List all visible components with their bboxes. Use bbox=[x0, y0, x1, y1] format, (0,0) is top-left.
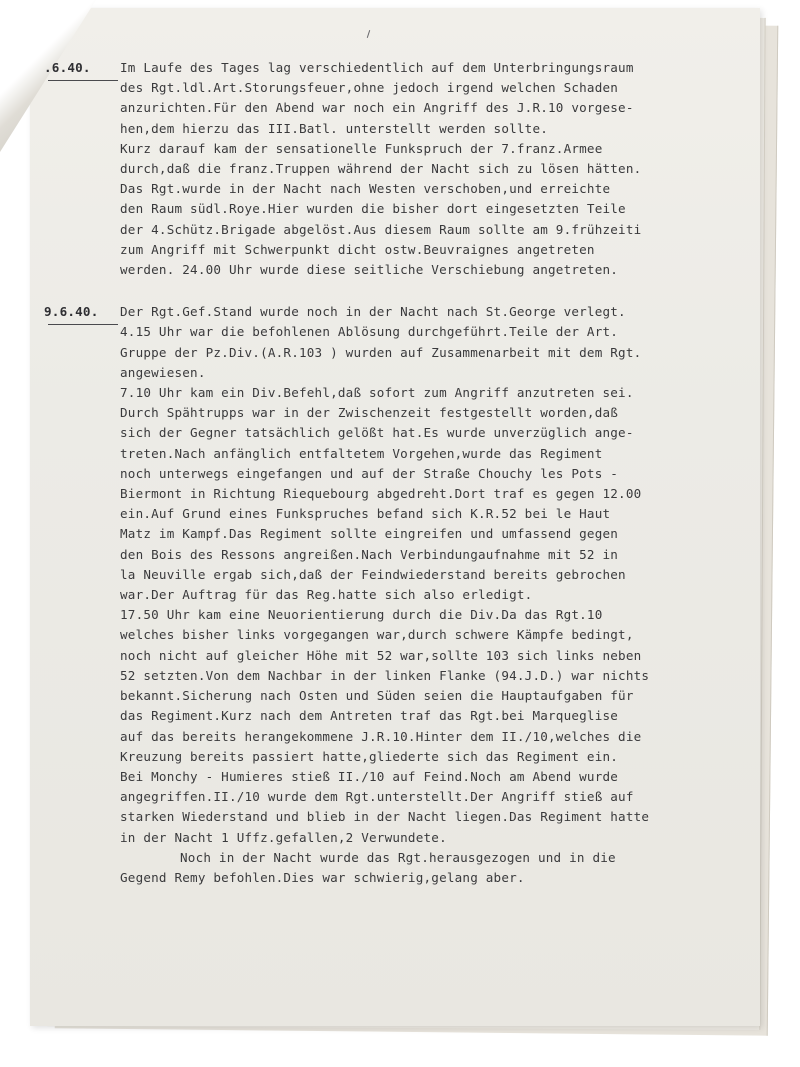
text-line: bekannt.Sicherung nach Osten und Süden seien die Hauptaufgaben für bbox=[120, 688, 634, 704]
text-line: Gruppe der Pz.Div.(A.R.103 ) wurden auf Zusammenarbeit mit dem Rgt. bbox=[120, 344, 642, 360]
text-line: noch nicht auf gleicher Höhe mit 52 war,sollte 103 sich links neben bbox=[120, 647, 642, 663]
text-line: war.Der Auftrag für das Reg.hatte sich also erledigt. bbox=[120, 587, 533, 603]
text-line: zum Angriff mit Schwerpunkt dicht ostw.Beuvraignes angetreten bbox=[120, 241, 595, 257]
entry-date: .6.40. bbox=[44, 60, 91, 75]
text-line: 7.10 Uhr kam ein Div.Befehl,daß sofort zum Angriff anzutreten sei. bbox=[120, 385, 634, 401]
text-line: 17.50 Uhr kam eine Neuorientierung durch die Div.Da das Rgt.10 bbox=[120, 607, 603, 623]
text-line: starken Wiederstand und blieb in der Nacht liegen.Das Regiment hatte bbox=[120, 809, 650, 825]
text-line: 4.15 Uhr war die befohlenen Ablösung durchgeführt.Teile der Art. bbox=[120, 324, 619, 340]
text-line: in der Nacht 1 Uffz.gefallen,2 Verwundete. bbox=[120, 829, 447, 845]
text-line: noch unterwegs eingefangen und auf der Straße Chouchy les Pots - bbox=[120, 465, 619, 481]
diary-entry bbox=[44, 58, 760, 280]
text-line: das Regiment.Kurz nach dem Antreten traf das Rgt.bei Marqueglise bbox=[120, 708, 619, 724]
text-line: des Rgt.ldl.Art.Storungsfeuer,ohne jedoch irgend welchen Schaden bbox=[120, 80, 619, 96]
text-line: sich der Gegner tatsächlich gelößt hat.Es wurde unverzüglich ange- bbox=[120, 425, 634, 441]
date-underline bbox=[48, 324, 118, 325]
text-line: Noch in der Nacht wurde das Rgt.herausgezogen und in die bbox=[180, 849, 616, 865]
text-line: Durch Spähtrupps war in der Zwischenzeit festgestellt worden,daß bbox=[120, 405, 619, 421]
text-line: Bei Monchy - Humieres stieß II./10 auf Feind.Noch am Abend wurde bbox=[120, 768, 619, 784]
entry-date: 9.6.40. bbox=[44, 304, 99, 320]
text-line: Matz im Kampf.Das Regiment sollte eingreifen und umfassend gegen bbox=[120, 526, 619, 542]
text-line: durch,daß die franz.Truppen während der Nacht sich zu lösen hätten. bbox=[120, 161, 642, 177]
text-line: welches bisher links vorgegangen war,durch schwere Kämpfe bedingt, bbox=[120, 627, 634, 643]
text-line: anzurichten.Für den Abend war noch ein Angriff des J.R.10 vorgese- bbox=[120, 100, 634, 116]
text-line: Im Laufe des Tages lag verschiedentlich auf dem Unterbringungsraum bbox=[120, 60, 634, 75]
text-line: werden. 24.00 Uhr wurde diese seitliche Verschiebung angetreten. bbox=[120, 262, 619, 278]
text-line: Gegend Remy befohlen.Dies war schwierig,gelang aber. bbox=[120, 869, 525, 885]
diary-entry bbox=[44, 302, 760, 888]
text-line: Biermont in Richtung Riequebourg abgedreht.Dort traf es gegen 12.00 bbox=[120, 486, 642, 502]
text-line: der 4.Schütz.Brigade abgelöst.Aus diesem Raum sollte am 9.frühzeiti bbox=[120, 221, 642, 237]
text-line: angewiesen. bbox=[120, 364, 206, 380]
text-line: 52 setzten.Von dem Nachbar in der linken Flanke (94.J.D.) war nichts bbox=[120, 667, 650, 683]
text-line: treten.Nach anfänglich entfaltetem Vorgehen,wurde das Regiment bbox=[120, 445, 603, 461]
text-line: den Bois des Ressons angreißen.Nach Verbindungaufnahme mit 52 in bbox=[120, 546, 619, 562]
text-line: Das Rgt.wurde in der Nacht nach Westen verschoben,und erreichte bbox=[120, 181, 611, 197]
text-line: den Raum südl.Roye.Hier wurden die bisher dort eingesetzten Teile bbox=[120, 201, 626, 217]
typewritten-text bbox=[44, 58, 760, 888]
text-line: angegriffen.II./10 wurde dem Rgt.unterstellt.Der Angriff stieß auf bbox=[120, 789, 634, 805]
text-line: la Neuville ergab sich,daß der Feindwiederstand bereits gebrochen bbox=[120, 566, 626, 582]
text-line: ein.Auf Grund eines Funkspruches befand sich K.R.52 bei le Haut bbox=[120, 506, 611, 522]
text-line: auf das bereits herangekommene J.R.10.Hinter dem II./10,welches die bbox=[120, 728, 642, 744]
text-line: hen,dem hierzu das III.Batl. unterstellt werden sollte. bbox=[120, 120, 549, 136]
text-line: Der Rgt.Gef.Stand wurde noch in der Nacht nach St.George verlegt. bbox=[120, 304, 626, 320]
date-underline bbox=[48, 80, 118, 81]
text-line: Kreuzung bereits passiert hatte,gliederte sich das Regiment ein. bbox=[120, 748, 619, 764]
text-line: Kurz darauf kam der sensationelle Funkspruch der 7.franz.Armee bbox=[120, 140, 603, 156]
